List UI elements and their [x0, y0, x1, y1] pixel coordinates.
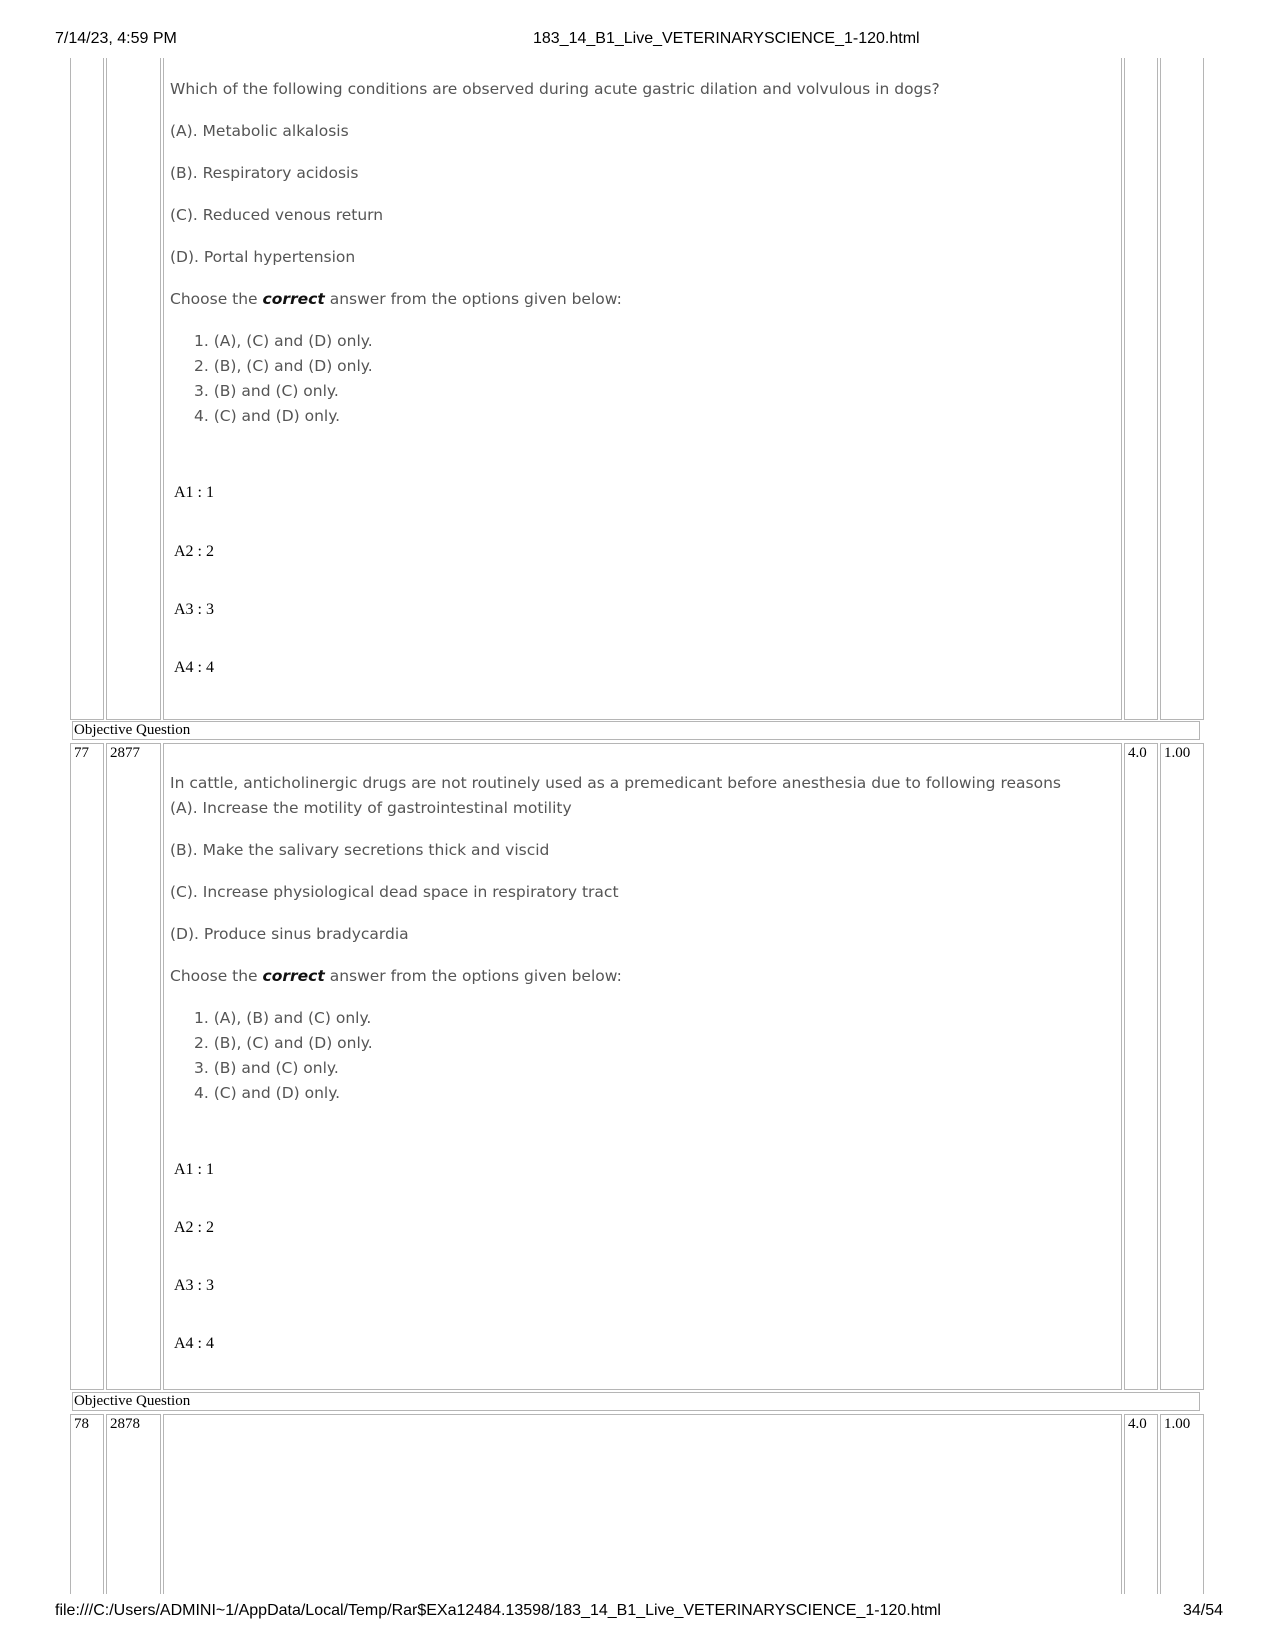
q76-type-label: Objective Question: [72, 721, 1200, 740]
q76-stem: Which of the following conditions are observed during acute gastric dilation and volvulous in dogs?: [170, 80, 940, 98]
q78-negative-marks: 1.00: [1164, 1416, 1191, 1432]
q76-answer-4: A4 : 4: [174, 659, 214, 676]
q77-negative-cell: [1160, 743, 1204, 1390]
q77-option-3: 3. (B) and (C) only.: [194, 1059, 339, 1077]
q76-number-cell: [70, 58, 104, 720]
q76-option-3: 3. (B) and (C) only.: [194, 382, 339, 400]
q77-marks-cell: [1124, 743, 1158, 1390]
q76-option-1: 1. (A), (C) and (D) only.: [194, 332, 373, 350]
q77-answer-1: A1 : 1: [174, 1161, 214, 1178]
q77-option-2: 2. (B), (C) and (D) only.: [194, 1034, 373, 1052]
q76-instruction: Choose the correct answer from the options given below:: [170, 290, 622, 308]
q77-statement-d: (D). Produce sinus bradycardia: [170, 925, 409, 943]
q77-negative-marks: 1.00: [1164, 745, 1191, 761]
q77-instruction: Choose the correct answer from the options given below:: [170, 967, 622, 985]
q76-statement-d: (D). Portal hypertension: [170, 248, 356, 266]
print-file-path: file:///C:/Users/ADMINI~1/AppData/Local/Temp/Rar$EXa12484.13598/183_14_B1_Live_VETERINARYSCIENCE_1-120.html: [55, 1602, 941, 1619]
q78-marks: 4.0: [1128, 1416, 1147, 1432]
q77-number-cell: [70, 743, 104, 1390]
q78-number: 78: [74, 1416, 89, 1432]
q77-number: 77: [74, 745, 89, 761]
q77-option-1: 1. (A), (B) and (C) only.: [194, 1009, 372, 1027]
q76-content-cell: [163, 58, 1122, 720]
q78-content-cell: [163, 1414, 1122, 1594]
q76-answer-3: A3 : 3: [174, 601, 214, 618]
q77-statement-c: (C). Increase physiological dead space in respiratory tract: [170, 883, 619, 901]
q77-content-cell: [163, 743, 1122, 1390]
q77-stem: In cattle, anticholinergic drugs are not routinely used as a premedicant before anesthesia due to following reasons: [170, 774, 1061, 792]
q76-marks-cell: [1124, 58, 1158, 720]
q77-option-4: 4. (C) and (D) only.: [194, 1084, 341, 1102]
print-page-number: 34/54: [1183, 1602, 1224, 1619]
q78-number-cell: [70, 1414, 104, 1594]
q77-id-cell: [106, 743, 161, 1390]
q77-marks: 4.0: [1128, 745, 1147, 761]
q77-answer-2: A2 : 2: [174, 1219, 214, 1236]
q76-negative-cell: [1160, 58, 1204, 720]
q78-id-cell: [106, 1414, 161, 1594]
q78-marks-cell: [1124, 1414, 1158, 1594]
q77-answer-4: A4 : 4: [174, 1335, 214, 1352]
print-title: 183_14_B1_Live_VETERINARYSCIENCE_1-120.html: [533, 30, 920, 47]
q76-statement-a: (A). Metabolic alkalosis: [170, 122, 349, 140]
q76-option-4: 4. (C) and (D) only.: [194, 407, 341, 425]
q76-answer-1: A1 : 1: [174, 484, 214, 501]
q77-statement-a: (A). Increase the motility of gastrointestinal motility: [170, 799, 572, 817]
q77-statement-b: (B). Make the salivary secretions thick and viscid: [170, 841, 550, 859]
print-datetime: 7/14/23, 4:59 PM: [55, 30, 177, 47]
q78-negative-cell: [1160, 1414, 1204, 1594]
q77-id: 2877: [110, 745, 140, 761]
q76-option-2: 2. (B), (C) and (D) only.: [194, 357, 373, 375]
q78-id: 2878: [110, 1416, 140, 1432]
q76-statement-b: (B). Respiratory acidosis: [170, 164, 359, 182]
q77-type-label: Objective Question: [72, 1392, 1200, 1411]
q76-answer-2: A2 : 2: [174, 543, 214, 560]
q76-id-cell: [106, 58, 161, 720]
q76-statement-c: (C). Reduced venous return: [170, 206, 384, 224]
q77-answer-3: A3 : 3: [174, 1277, 214, 1294]
